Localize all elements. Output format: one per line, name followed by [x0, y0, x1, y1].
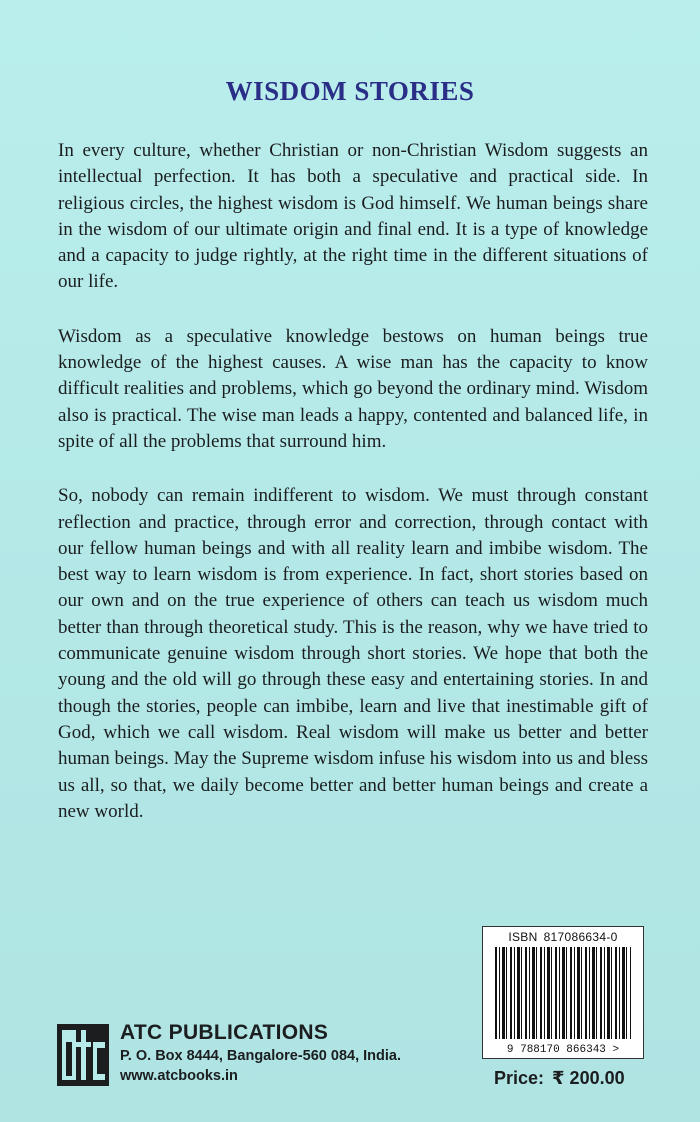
price-value: ₹ 200.00 [552, 1068, 625, 1088]
publisher-name: ATC PUBLICATIONS [120, 1021, 329, 1044]
isbn-label: ISBN [508, 930, 538, 944]
isbn-number: 817086634-0 [543, 930, 618, 944]
publisher-website: www.atcbooks.in [120, 1068, 238, 1084]
price [494, 1068, 625, 1089]
isbn [483, 930, 643, 944]
price-label: Price: [494, 1068, 545, 1088]
book-title: WISDOM STORIES [225, 76, 475, 106]
blurb-paragraph: In every culture, whether Christian or non-Christian Wisdom suggests an intellectual perfection. It has both a speculative and practical side. In religious circles, the highest wisdom is God himself. We human beings share in the wisdom of our ultimate origin and final end. It is a type of knowledge and a capacity to judge rightly, at the right time in the different situations of our life. [58, 140, 648, 293]
blurb [58, 138, 648, 853]
barcode [482, 926, 644, 1059]
barcode-bars [495, 947, 631, 1039]
blurb-paragraph: Wisdom as a speculative knowledge bestows on human beings true knowledge of the highest causes. A wise man has the capacity to know difficult realities and problems, which go beyond the ordinary mind. Wisdom also is practical. The wise man leads a happy, contented and balanced life, in spite of all the problems that surround him. [58, 325, 648, 452]
publisher-info [120, 1020, 401, 1086]
atc-logo-icon [57, 1024, 109, 1086]
blurb-paragraph: So, nobody can remain indifferent to wisdom. We must through constant reflection and practice, through error and correction, through contact with our fellow human beings and with all reality learn and imbibe wisdom. The best way to learn wisdom is from experience. In fact, short stories based on our own and on the true experience of others can teach us wisdom much better than through theoretical study. This is the reason, why we have tried to communicate genuine wisdom through short stories. We hope that both the young and the old will go through these easy and entertaining stories. In and though the stories, people can imbibe, learn and live that inestimable gift of God, which we call wisdom. Real wisdom will make us better and better human beings. May the Supreme wisdom infuse his wisdom into us and bless us all, so that, we daily become better and better human beings and create a new world. [58, 485, 648, 822]
barcode-digits: 9 788170 866343 > [483, 1044, 643, 1056]
publisher-address: P. O. Box 8444, Bangalore-560 084, India. [120, 1048, 402, 1064]
